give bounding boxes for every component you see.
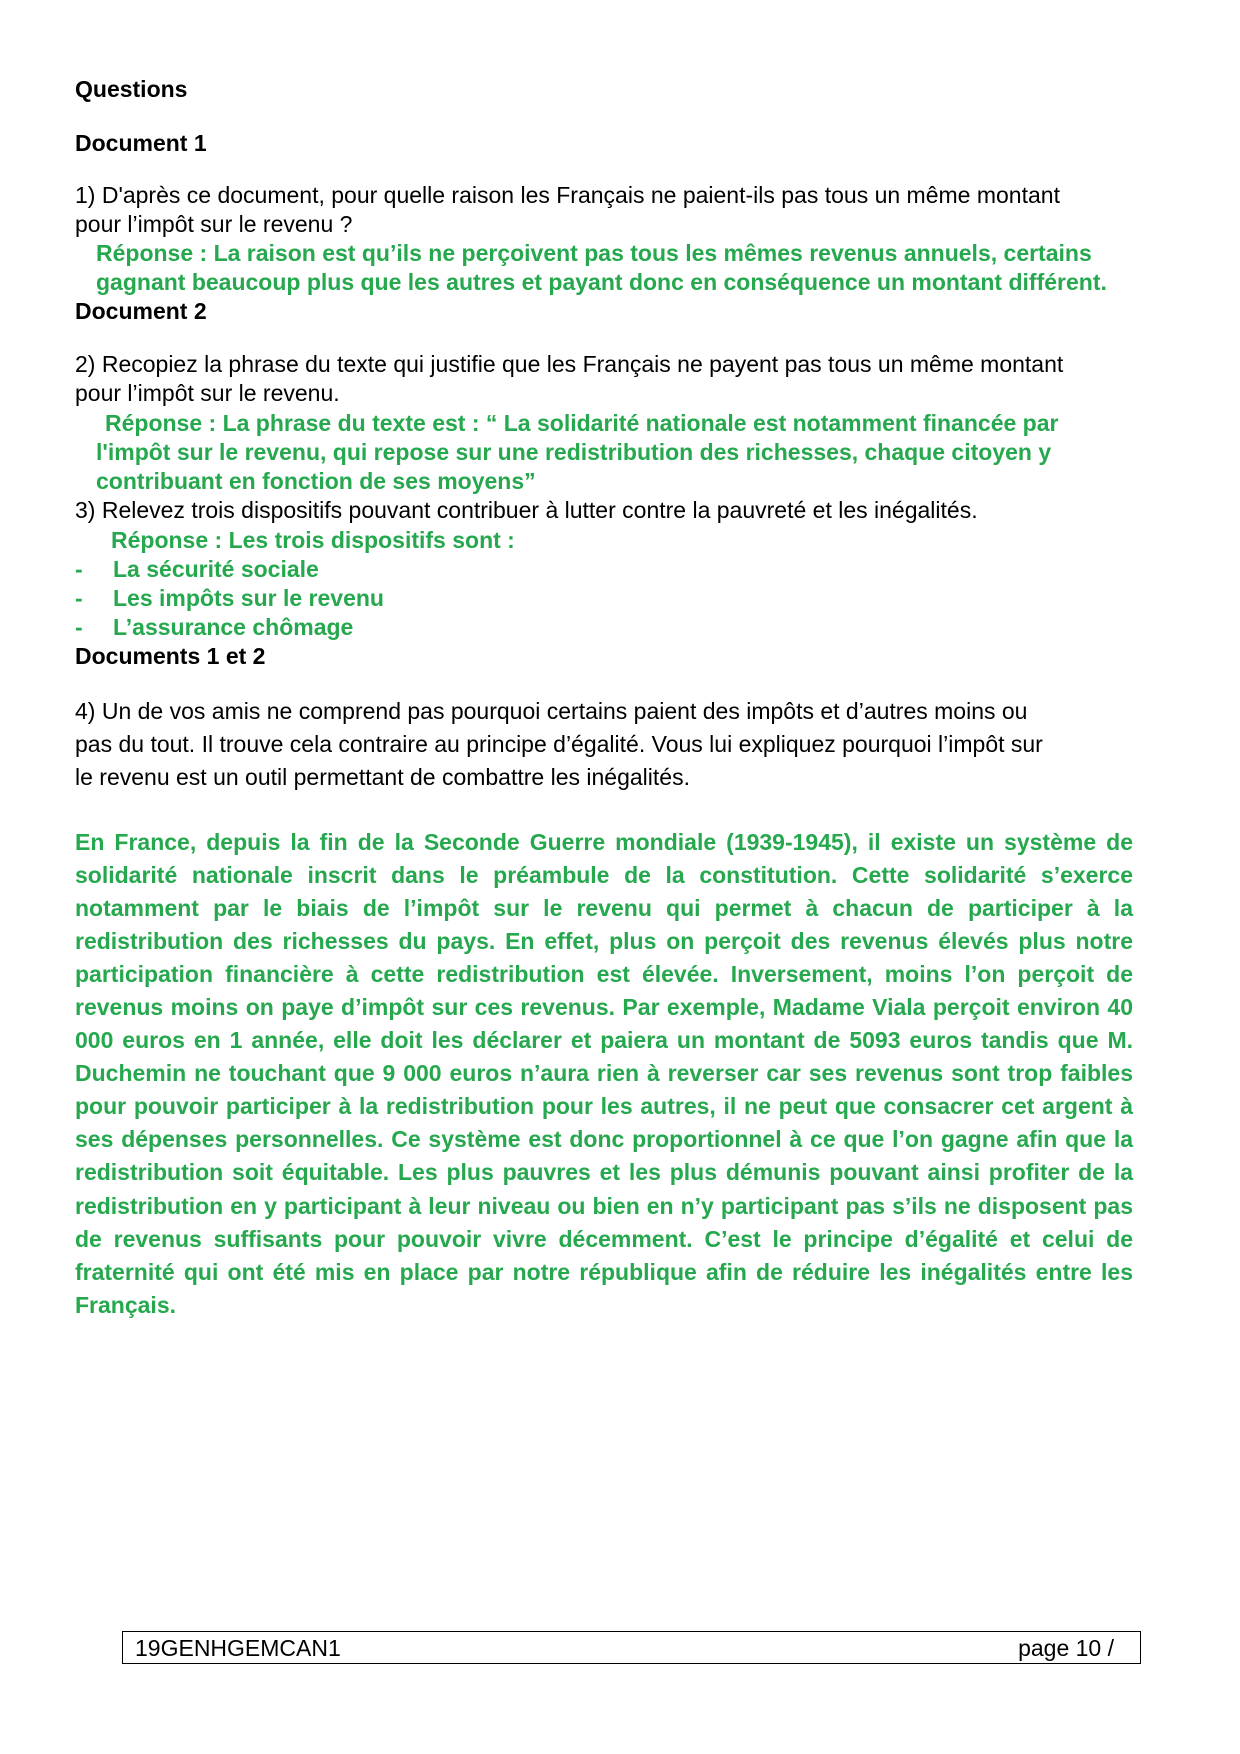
question-2-line-2: pour l’impôt sur le revenu. <box>75 380 340 406</box>
question-2-line-1: 2) Recopiez la phrase du texte qui justifie que les Français ne payent pas tous un même montant <box>75 351 1064 377</box>
answer-1-line-2: gagnant beaucoup plus que les autres et payant donc en conséquence un montant différent. <box>96 269 1107 295</box>
answer-2-line-2: l'impôt sur le revenu, qui repose sur une redistribution des richesses, chaque citoyen y <box>96 439 1052 465</box>
page-heading: Questions <box>75 76 188 102</box>
document-2-title: Document 2 <box>75 298 207 324</box>
answer-4-essay: En France, depuis la fin de la Seconde Guerre mondiale (1939-1945), il existe un système de solidarité nationale inscrit dans le préambule de la constitution. Cette solidarité s’exerce notamment par le biais de l’impôt sur le revenu qui permet à chacun de participer à la redistribution des richesses du pays. En effet, plus on perçoit des revenus élevés plus notre participation financière à cette redistribution est élevée. Inversement, moins l’on perçoit de revenus moins on paye d’impôt sur ces revenus. Par exemple, Madame Viala perçoit environ 40 000 euros en 1 année, elle doit les déclarer et paiera un montant de 5093 euros tandis que M. Duchemin ne touchant que 9 000 euros n’aura rien à reverser car ses revenus sont trop faibles pour pouvoir participer à la redistribution pour les autres, il ne peut que consacrer cet argent à ses dépenses personnelles. Ce système est donc proportionnel à ce que l’on gagne afin que la redistribution soit équitable. Les plus pauvres et les plus démunis pouvant ainsi profiter de la redistribution en y participant à leur niveau ou bien en n’y participant pas s’ils ne disposent pas de revenus suffisants pour pouvoir vivre décemment. C’est le principe d’égalité et celui de fraternité qui ont été mis en place par notre république afin de réduire les inégalités entre les Français. <box>75 829 1133 1318</box>
bullet-marker: - <box>75 556 83 582</box>
list-item: La sécurité sociale <box>113 556 319 582</box>
question-4-line-3: le revenu est un outil permettant de combattre les inégalités. <box>75 764 690 790</box>
exam-code: 19GENHGEMCAN1 <box>135 1635 341 1661</box>
answer-1-line-1: Réponse : La raison est qu’ils ne perçoivent pas tous les mêmes revenus annuels, certains <box>96 240 1092 266</box>
answer-3-intro: Réponse : Les trois dispositifs sont : <box>111 527 515 553</box>
answer-2-line-1: Réponse : La phrase du texte est : “ La solidarité nationale est notamment financée par <box>105 410 1059 436</box>
bullet-marker: - <box>75 614 83 640</box>
question-1-line-1: 1) D'après ce document, pour quelle raison les Français ne paient-ils pas tous un même montant <box>75 182 1060 208</box>
answer-2-line-3: contribuant en fonction de ses moyens” <box>96 468 536 494</box>
bullet-marker: - <box>75 585 83 611</box>
page-number: page 10 / <box>1018 1635 1114 1661</box>
list-item: Les impôts sur le revenu <box>113 585 384 611</box>
question-4-line-1: 4) Un de vos amis ne comprend pas pourquoi certains paient des impôts et d’autres moins ou <box>75 698 1028 724</box>
question-3: 3) Relevez trois dispositifs pouvant contribuer à lutter contre la pauvreté et les inégalités. <box>75 497 978 523</box>
page-footer <box>122 1631 1141 1664</box>
question-4-line-2: pas du tout. Il trouve cela contraire au principe d’égalité. Vous lui expliquez pourquoi l’impôt sur <box>75 731 1043 757</box>
question-1-line-2: pour l’impôt sur le revenu ? <box>75 211 353 237</box>
list-item: L’assurance chômage <box>113 614 354 640</box>
documents-1-2-title: Documents 1 et 2 <box>75 643 266 669</box>
document-1-title: Document 1 <box>75 130 207 156</box>
